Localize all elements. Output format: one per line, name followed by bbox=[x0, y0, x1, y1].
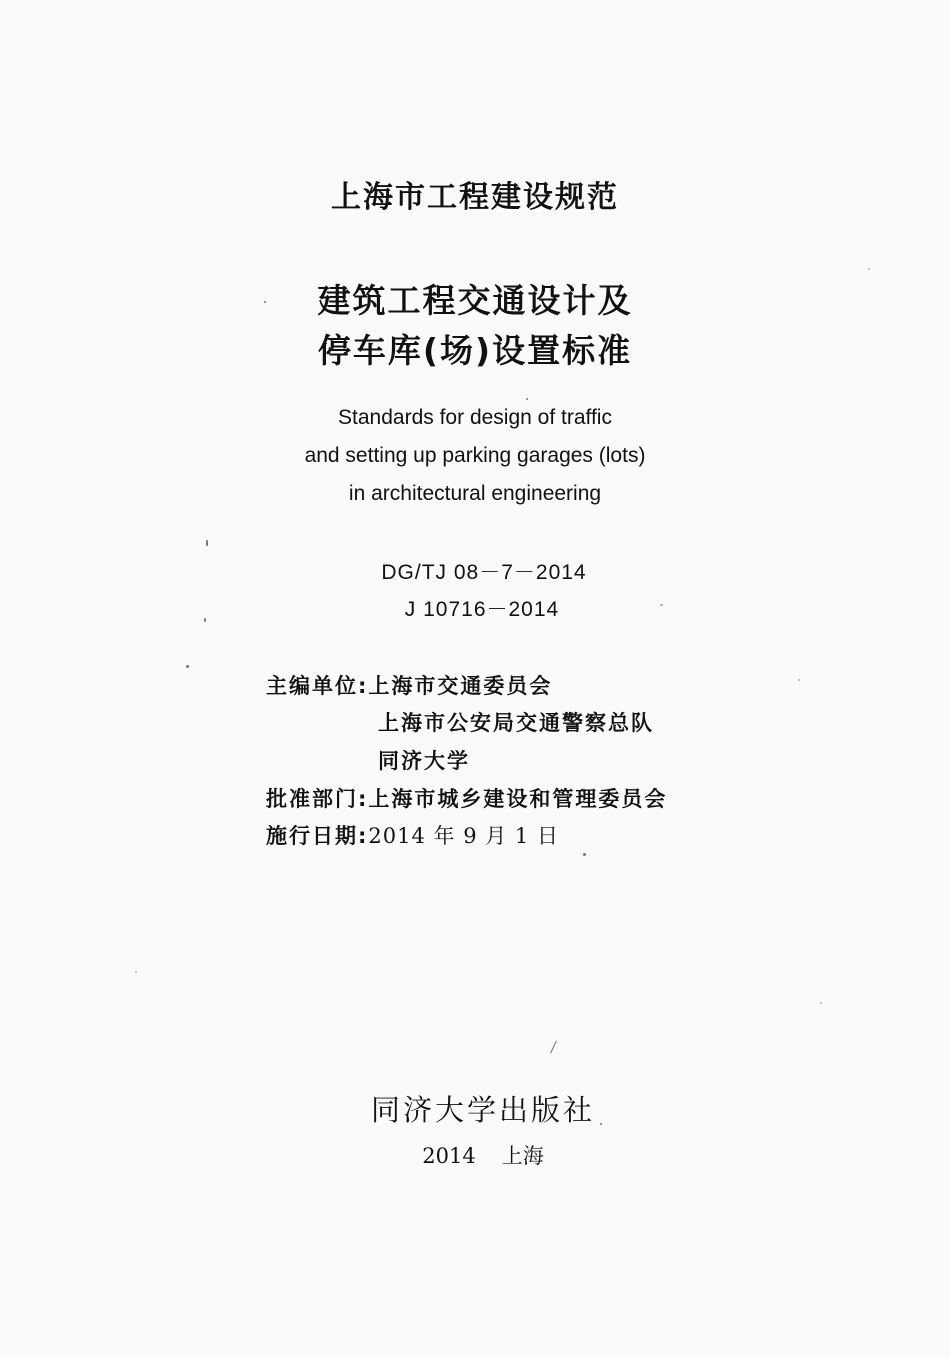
english-title-line-2: and setting up parking garages (lots) bbox=[304, 444, 646, 467]
scan-speck bbox=[186, 665, 189, 668]
english-title-line-1: Standards for design of traffic bbox=[338, 406, 612, 429]
scan-speck bbox=[264, 301, 266, 303]
record-code: J 10716－2014 bbox=[404, 598, 560, 621]
editor-2: 上海市公安局交通警察总队 bbox=[378, 711, 654, 735]
approver: 上海市城乡建设和管理委员会 bbox=[368, 787, 668, 811]
scan-speck bbox=[820, 1002, 822, 1004]
scan-speck bbox=[868, 268, 870, 270]
scan-speck bbox=[550, 1040, 557, 1053]
effective-date: 2014 年 9 月 1 日 bbox=[368, 824, 559, 848]
title-line-2: 停车库(场)设置标准 bbox=[317, 331, 633, 370]
scan-speck bbox=[583, 853, 586, 856]
standard-series: 上海市工程建设规范 bbox=[331, 180, 619, 215]
effective-date-row bbox=[266, 820, 559, 850]
editor-row bbox=[266, 670, 552, 700]
editor-3: 同济大学 bbox=[378, 749, 470, 773]
english-title-line-3: in architectural engineering bbox=[348, 482, 602, 505]
approver-label: 批准部门: bbox=[266, 787, 369, 811]
standard-code: DG/TJ 08－7－2014 bbox=[381, 561, 587, 584]
publication-line bbox=[8, 1140, 950, 1170]
editor-label: 主编单位: bbox=[266, 674, 369, 698]
scan-speck bbox=[206, 540, 208, 546]
editor-1: 上海市交通委员会 bbox=[368, 674, 553, 698]
publisher-name: 同济大学出版社 bbox=[370, 1093, 595, 1127]
scan-speck bbox=[660, 604, 663, 606]
scan-speck bbox=[600, 1123, 602, 1125]
scan-speck bbox=[135, 971, 137, 973]
approver-row bbox=[266, 783, 667, 813]
publication-place: 上海 bbox=[501, 1144, 544, 1168]
publication-year: 2014 bbox=[422, 1144, 476, 1168]
scan-speck bbox=[204, 618, 206, 622]
scan-speck bbox=[526, 398, 528, 400]
title-line-1: 建筑工程交通设计及 bbox=[317, 281, 633, 320]
scan-speck bbox=[798, 679, 800, 681]
date-label: 施行日期: bbox=[266, 824, 369, 848]
